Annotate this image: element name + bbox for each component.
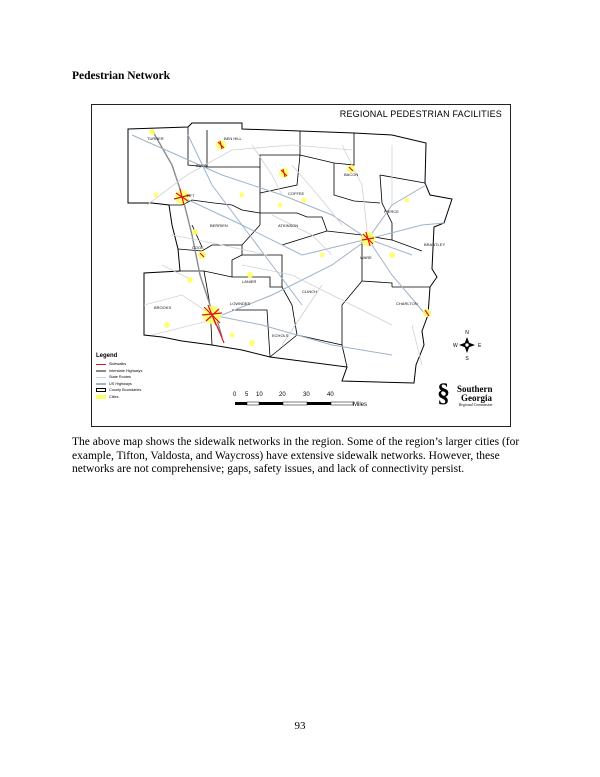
scale-unit: Miles (353, 402, 368, 408)
county-label-tift: TIFT (186, 193, 195, 198)
county-label-coffee: COFFEE (288, 191, 305, 196)
county-label-ben-hill: BEN HILL (224, 136, 242, 141)
legend-label: County Boundaries (109, 388, 142, 393)
compass-s: S (465, 356, 469, 362)
county-label-berrien: BERRIEN (210, 223, 228, 228)
region-outline (128, 123, 452, 383)
page-number: 93 (294, 720, 306, 732)
map-legend (96, 353, 166, 400)
legend-label: State Routes (109, 375, 131, 380)
compass-rose-icon (453, 330, 482, 362)
county-label-brantley: BRANTLEY (424, 242, 446, 247)
logo-line2: Georgia (461, 393, 492, 403)
county-label-cook: COOK (192, 245, 204, 250)
county-label-ware: WARE (360, 255, 372, 260)
legend-swatch (96, 377, 106, 379)
logo-line3: Regional Commission (459, 403, 493, 407)
legend-swatch (96, 383, 106, 385)
county-label-bacon: BACON (344, 172, 359, 177)
legend-label: Interstate Highways (109, 368, 143, 373)
legend-swatch (96, 370, 106, 372)
scale-tick: 5 (245, 392, 249, 398)
county-label-echols: ECHOLS (272, 333, 289, 338)
legend-swatch (96, 388, 106, 392)
county-label-atkinson: ATKINSON (278, 223, 299, 228)
compass-n: N (465, 330, 469, 336)
compass-e: E (478, 343, 482, 349)
scale-tick: 30 (303, 392, 310, 398)
legend-label: Cities (109, 394, 119, 399)
legend-swatch (96, 395, 106, 399)
county-label-charlton: CHARLTON (396, 301, 418, 306)
county-label-irwin: IRWIN (196, 163, 208, 168)
county-label-lowndes: LOWNDES (230, 301, 251, 306)
scale-tick: 0 (233, 392, 237, 398)
scale-tick: 40 (327, 392, 334, 398)
legend-label: US Highways (109, 381, 132, 386)
county-label-pierce: PIERCE (384, 209, 399, 214)
county-label-lanier: LANIER (242, 279, 257, 284)
compass-w: W (453, 343, 458, 349)
logo-line1: Southern (457, 384, 493, 394)
southern-georgia-logo (437, 378, 507, 414)
legend-title: Legend (96, 353, 118, 359)
legend-item (96, 394, 166, 401)
legend-label: Sidewalks (109, 362, 127, 367)
map-title: REGIONAL PEDESTRIAN FACILITIES (339, 109, 502, 119)
scale-bar (235, 402, 353, 405)
county-label-turner: TURNER (147, 136, 164, 141)
section-heading: Pedestrian Network (72, 70, 171, 82)
scale-tick: 20 (279, 392, 286, 398)
body-paragraph: The above map shows the sidewalk networks in the region. Some of the region’s larger cities (for example, Tifton, Valdosta, and Waycross) have extensive sidewalk networks. However, these networks are not comprehensive; gaps, safety issues, and lack of connectivity persist. (72, 436, 520, 475)
county-label-brooks: BROOKS (154, 305, 172, 310)
county-label-clinch: CLINCH (302, 289, 317, 294)
scale-tick: 10 (256, 392, 263, 398)
legend-swatch (96, 364, 106, 366)
regional-pedestrian-map (91, 104, 511, 427)
sg-logo-icon: § (437, 378, 450, 407)
